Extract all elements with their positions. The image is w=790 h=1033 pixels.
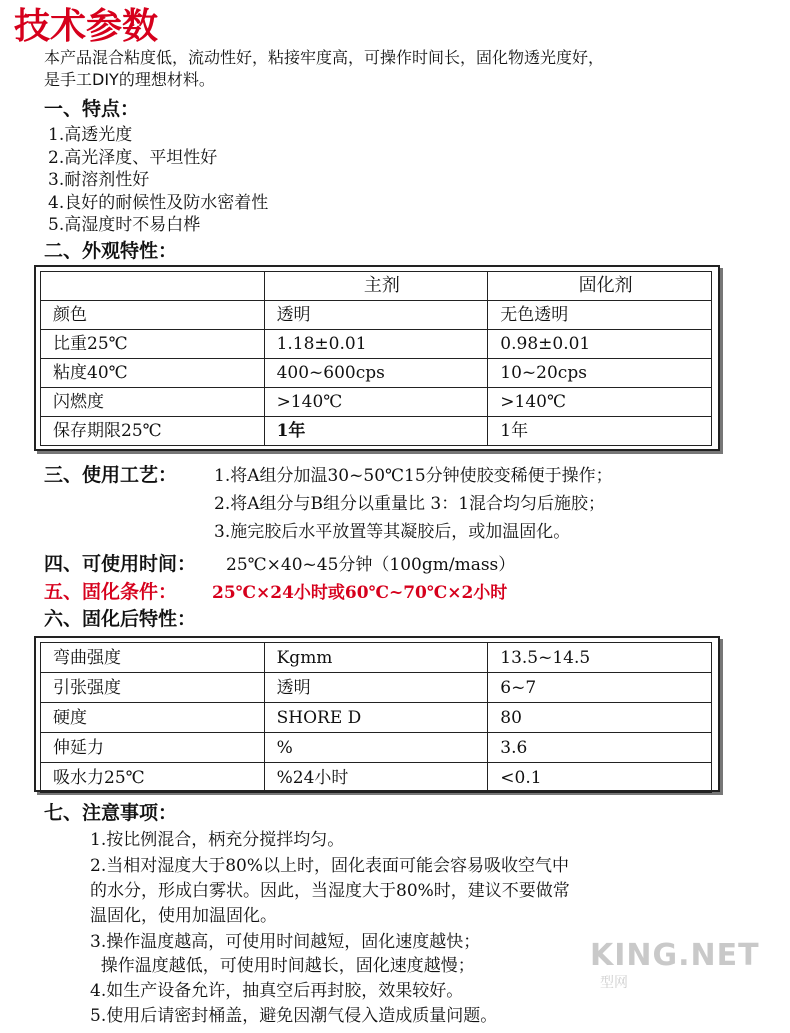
table-cell: 80 — [488, 703, 712, 733]
process-step: 1.将A组分加温30~50℃15分钟使胶变稀便于操作； — [214, 466, 613, 486]
table-cell: 伸延力 — [41, 733, 265, 763]
section-cure-heading: 五、固化条件： — [44, 581, 178, 603]
table-cell: SHORE D — [264, 703, 488, 733]
section-notes-heading: 七、注意事项： — [44, 802, 178, 824]
table-cell: 透明 — [264, 673, 488, 703]
note-line: 5.使用后请密封桶盖，避免因潮气侵入造成质量问题。 — [90, 1006, 498, 1026]
section-process-heading: 三、使用工艺： — [44, 464, 178, 486]
table-cell: 透明 — [264, 301, 488, 330]
appearance-table — [40, 271, 712, 446]
feature-item: 3.耐溶剂性好 — [48, 170, 150, 190]
table-cell: 颜色 — [41, 301, 265, 330]
table-row — [41, 301, 712, 330]
table-cell: 400~600cps — [264, 359, 488, 388]
note-line: 的水分，形成白雾状。因此，当湿度大于80%时，建议不要做常 — [90, 881, 570, 901]
intro-line-2: 是手工DIY的理想材料。 — [44, 70, 215, 89]
cure-condition-value: 25℃×24小时或60℃~70℃×2小时 — [212, 583, 508, 603]
feature-item: 1.高透光度 — [48, 125, 133, 145]
table-header-cell — [41, 272, 265, 301]
table-cell: 1年 — [488, 417, 712, 446]
cured-properties-table — [40, 642, 712, 793]
table-cell: 粘度40℃ — [41, 359, 265, 388]
table-cell: >140℃ — [488, 388, 712, 417]
note-line: 1.按比例混合，柄充分搅拌均匀。 — [90, 830, 345, 850]
table-cell: %24小时 — [264, 763, 488, 793]
table-cell: 13.5~14.5 — [488, 643, 712, 673]
intro-line-1: 本产品混合粘度低，流动性好，粘接牢度高，可操作时间长，固化物透光度好， — [44, 48, 605, 67]
section-cured-properties-heading: 六、固化后特性： — [44, 608, 197, 630]
table-cell: 1年 — [264, 417, 488, 446]
table-header-row — [41, 272, 712, 301]
table-header-cell: 固化剂 — [488, 272, 712, 301]
note-line: 温固化，使用加温固化。 — [90, 906, 277, 926]
table-cell: 引张强度 — [41, 673, 265, 703]
table-row — [41, 763, 712, 793]
table-row — [41, 643, 712, 673]
table-row — [41, 673, 712, 703]
table-cell: Kgmm — [264, 643, 488, 673]
section-pot-life-heading: 四、可使用时间： — [44, 553, 197, 575]
table-cell: 硬度 — [41, 703, 265, 733]
table-cell: % — [264, 733, 488, 763]
table-row — [41, 330, 712, 359]
section-features-heading: 一、特点： — [44, 98, 140, 120]
feature-item: 5.高湿度时不易白桦 — [48, 215, 201, 235]
page-title: 技术参数 — [14, 6, 159, 47]
table-row — [41, 359, 712, 388]
table-row — [41, 388, 712, 417]
feature-item: 2.高光泽度、平坦性好 — [48, 148, 218, 168]
table-cell: 6~7 — [488, 673, 712, 703]
table-header-cell: 主剂 — [264, 272, 488, 301]
table-cell: >140℃ — [264, 388, 488, 417]
feature-item: 4.良好的耐候性及防水密着性 — [48, 193, 269, 213]
watermark-text: KING.NET — [590, 938, 760, 973]
table-cell: 闪燃度 — [41, 388, 265, 417]
table-cell: 0.98±0.01 — [488, 330, 712, 359]
table-cell: 10~20cps — [488, 359, 712, 388]
table-row — [41, 733, 712, 763]
table-cell: 3.6 — [488, 733, 712, 763]
section-appearance-heading: 二、外观特性： — [44, 240, 178, 262]
note-line: 2.当相对湿度大于80%以上时，固化表面可能会容易吸收空气中 — [90, 856, 570, 876]
pot-life-value: 25℃×40~45分钟（100gm/mass） — [226, 555, 516, 575]
process-step: 2.将A组分与B组分以重量比 3：1混合均匀后施胶； — [214, 494, 606, 514]
table-row — [41, 703, 712, 733]
note-line: 3.操作温度越高，可使用时间越短，固化速度越快； — [90, 932, 481, 952]
table-cell: 吸水力25℃ — [41, 763, 265, 793]
table-cell: 比重25℃ — [41, 330, 265, 359]
table-cell: <0.1 — [488, 763, 712, 793]
table-row — [41, 417, 712, 446]
table-cell: 无色透明 — [488, 301, 712, 330]
note-line: 4.如生产设备允许，抽真空后再封胶，效果较好。 — [90, 981, 464, 1001]
table-cell: 保存期限25℃ — [41, 417, 265, 446]
table-cell: 弯曲强度 — [41, 643, 265, 673]
table-cell: 1.18±0.01 — [264, 330, 488, 359]
note-line: 操作温度越低，可使用时间越长，固化速度越慢； — [90, 956, 475, 976]
process-step: 3.施完胶后水平放置等其凝胶后，或加温固化。 — [214, 522, 571, 542]
watermark-subtext: 型网 — [600, 975, 628, 991]
